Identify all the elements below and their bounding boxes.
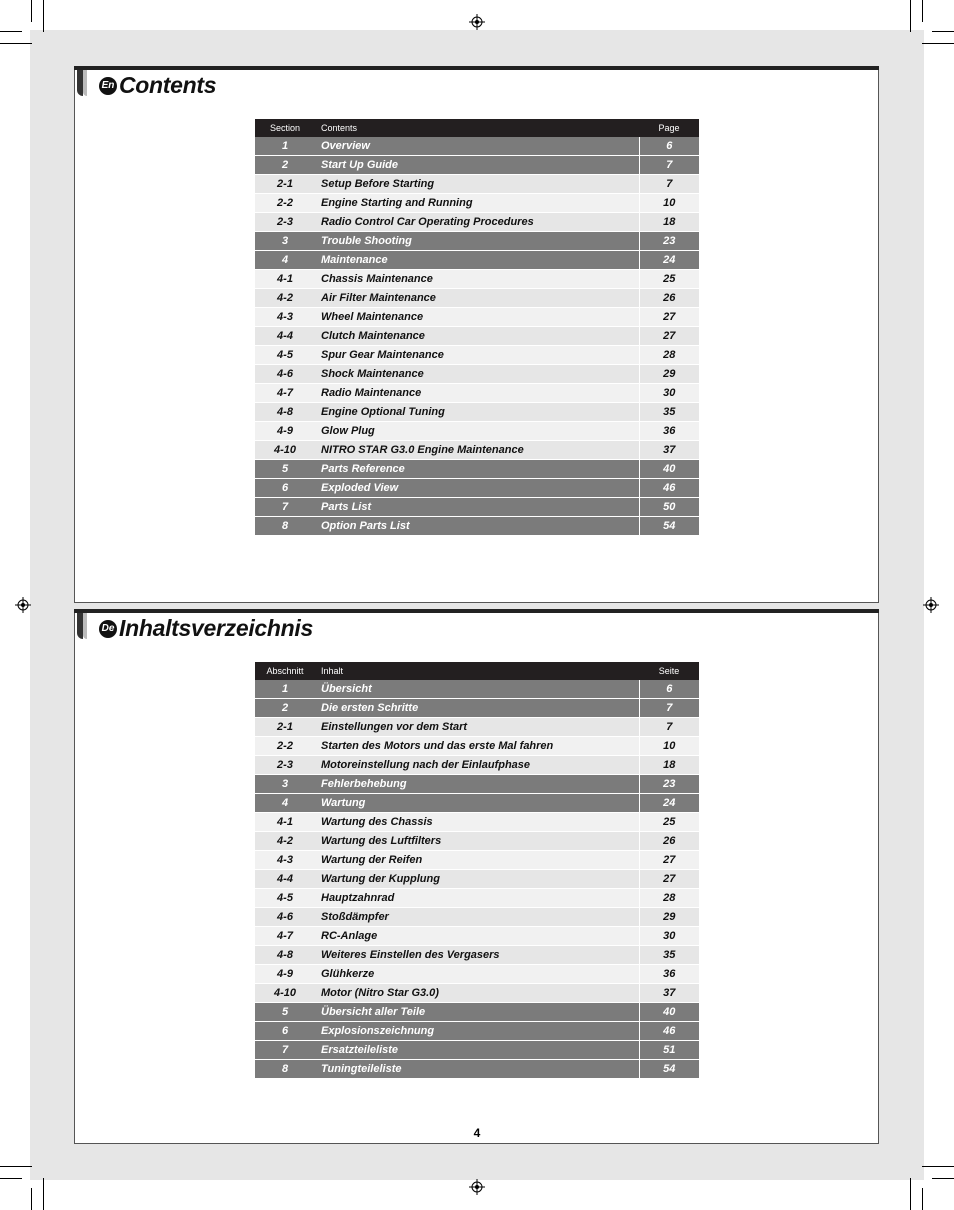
- panel-top-bar: [74, 66, 879, 70]
- section-title: Maintenance: [315, 251, 639, 270]
- page-reference: 18: [639, 756, 699, 775]
- section-number: 2-1: [255, 718, 315, 737]
- section-title: Fehlerbehebung: [315, 775, 639, 794]
- section-title: Wartung des Luftfilters: [315, 832, 639, 851]
- page-reference: 23: [639, 775, 699, 794]
- table-row: [255, 479, 699, 498]
- section-title: Explosionszeichnung: [315, 1022, 639, 1041]
- section-title: Wartung des Chassis: [315, 813, 639, 832]
- table-row: [255, 403, 699, 422]
- table-row: [255, 794, 699, 813]
- page-reference: 25: [639, 813, 699, 832]
- table-row: [255, 517, 699, 536]
- section-number: 5: [255, 1003, 315, 1022]
- section-number: 4-4: [255, 870, 315, 889]
- section-number: 4-8: [255, 403, 315, 422]
- section-number: 4-4: [255, 327, 315, 346]
- page-reference: 35: [639, 403, 699, 422]
- page-reference: 24: [639, 794, 699, 813]
- crop-mark-icon: [0, 43, 32, 44]
- crop-mark-icon: [43, 0, 44, 32]
- section-number: 4-7: [255, 384, 315, 403]
- table-row: [255, 460, 699, 479]
- section-number: 8: [255, 517, 315, 536]
- table-row: [255, 232, 699, 251]
- table-row: [255, 441, 699, 460]
- page-reference: 36: [639, 422, 699, 441]
- section-title: Ersatzteileliste: [315, 1041, 639, 1060]
- contents-table: [255, 119, 699, 536]
- section-title: Chassis Maintenance: [315, 270, 639, 289]
- table-row: [255, 384, 699, 403]
- registration-mark-icon: [923, 597, 939, 613]
- section-number: 4-9: [255, 965, 315, 984]
- section-number: 4-1: [255, 813, 315, 832]
- section-number: 2-3: [255, 213, 315, 232]
- table-row: [255, 308, 699, 327]
- table-row: [255, 851, 699, 870]
- section-title: Option Parts List: [315, 517, 639, 536]
- section-title: Motoreinstellung nach der Einlaufphase: [315, 756, 639, 775]
- section-title: Parts List: [315, 498, 639, 517]
- section-title: Weiteres Einstellen des Vergasers: [315, 946, 639, 965]
- section-number: 4-5: [255, 889, 315, 908]
- page-reference: 27: [639, 870, 699, 889]
- table-header-row: [255, 119, 699, 137]
- table-row: [255, 946, 699, 965]
- page-reference: 6: [639, 680, 699, 699]
- section-title: Glow Plug: [315, 422, 639, 441]
- section-number: 4-8: [255, 946, 315, 965]
- page-reference: 10: [639, 194, 699, 213]
- section-title: Starten des Motors und das erste Mal fahren: [315, 737, 639, 756]
- page-column-header: Seite: [639, 662, 699, 680]
- table-row: [255, 175, 699, 194]
- page-reference: 54: [639, 1060, 699, 1079]
- crop-mark-icon: [0, 1178, 22, 1179]
- section-title: Stoßdämpfer: [315, 908, 639, 927]
- crop-mark-icon: [31, 0, 32, 22]
- section-number: 2-1: [255, 175, 315, 194]
- panel-corner-hook-shadow: [83, 70, 87, 96]
- section-title: Wartung der Reifen: [315, 851, 639, 870]
- table-row: [255, 327, 699, 346]
- section-title: Shock Maintenance: [315, 365, 639, 384]
- section-title: Setup Before Starting: [315, 175, 639, 194]
- page-reference: 54: [639, 517, 699, 536]
- crop-mark-icon: [910, 1178, 911, 1210]
- section-number: 4-3: [255, 851, 315, 870]
- page-title: Inhaltsverzeichnis: [119, 615, 314, 641]
- page-column-header: Page: [639, 119, 699, 137]
- page-reference: 29: [639, 365, 699, 384]
- contents-column-header: Inhalt: [315, 662, 639, 680]
- table-row: [255, 156, 699, 175]
- section-title: Tuningteileliste: [315, 1060, 639, 1079]
- table-row: [255, 346, 699, 365]
- page-reference: 6: [639, 137, 699, 156]
- section-number: 2: [255, 699, 315, 718]
- panel-corner-hook-shadow: [83, 613, 87, 639]
- section-number: 4-9: [255, 422, 315, 441]
- contents-table-body: [255, 680, 699, 1079]
- section-number: 4-5: [255, 346, 315, 365]
- contents-column-header: Contents: [315, 119, 639, 137]
- section-title: RC-Anlage: [315, 927, 639, 946]
- page-reference: 27: [639, 851, 699, 870]
- section-title: Übersicht aller Teile: [315, 1003, 639, 1022]
- section-title: Radio Control Car Operating Procedures: [315, 213, 639, 232]
- table-row: [255, 870, 699, 889]
- section-number: 2-3: [255, 756, 315, 775]
- crop-mark-icon: [932, 31, 954, 32]
- page-reference: 7: [639, 175, 699, 194]
- panel-top-bar: [74, 609, 879, 613]
- section-number: 4: [255, 251, 315, 270]
- section-number: 2: [255, 156, 315, 175]
- page-reference: 26: [639, 289, 699, 308]
- section-number: 5: [255, 460, 315, 479]
- page-reference: 35: [639, 946, 699, 965]
- registration-mark-icon: [469, 14, 485, 30]
- section-heading: [99, 615, 313, 642]
- section-number: 1: [255, 137, 315, 156]
- page-reference: 25: [639, 270, 699, 289]
- table-row: [255, 756, 699, 775]
- section-number: 3: [255, 232, 315, 251]
- section-number: 2-2: [255, 194, 315, 213]
- page-number: 4: [473, 1126, 481, 1140]
- section-number: 4: [255, 794, 315, 813]
- section-title: Spur Gear Maintenance: [315, 346, 639, 365]
- section-number: 4-2: [255, 289, 315, 308]
- page-reference: 7: [639, 718, 699, 737]
- page-reference: 51: [639, 1041, 699, 1060]
- table-row: [255, 498, 699, 517]
- page-reference: 50: [639, 498, 699, 517]
- crop-mark-icon: [0, 1166, 32, 1167]
- table-row: [255, 1003, 699, 1022]
- section-number: 4-2: [255, 832, 315, 851]
- section-title: Motor (Nitro Star G3.0): [315, 984, 639, 1003]
- section-title: Exploded View: [315, 479, 639, 498]
- page-reference: 27: [639, 308, 699, 327]
- page-reference: 37: [639, 441, 699, 460]
- crop-mark-icon: [922, 1188, 923, 1210]
- page-reference: 30: [639, 384, 699, 403]
- section-number: 7: [255, 1041, 315, 1060]
- table-row: [255, 289, 699, 308]
- table-row: [255, 680, 699, 699]
- table-row: [255, 737, 699, 756]
- section-number: 4-6: [255, 365, 315, 384]
- section-column-header: Abschnitt: [255, 662, 315, 680]
- section-number: 4-10: [255, 441, 315, 460]
- german-contents-panel: [74, 609, 879, 1144]
- table-row: [255, 889, 699, 908]
- language-badge-icon: De: [99, 620, 117, 638]
- section-number: 4-7: [255, 927, 315, 946]
- section-title: Air Filter Maintenance: [315, 289, 639, 308]
- section-title: Einstellungen vor dem Start: [315, 718, 639, 737]
- section-title: Die ersten Schritte: [315, 699, 639, 718]
- crop-mark-icon: [932, 1178, 954, 1179]
- page-reference: 27: [639, 327, 699, 346]
- section-number: 6: [255, 479, 315, 498]
- table-row: [255, 984, 699, 1003]
- page-reference: 7: [639, 699, 699, 718]
- section-title: Wheel Maintenance: [315, 308, 639, 327]
- page-reference: 29: [639, 908, 699, 927]
- contents-table: [255, 662, 699, 1079]
- table-row: [255, 365, 699, 384]
- crop-mark-icon: [922, 0, 923, 22]
- table-row: [255, 251, 699, 270]
- page-reference: 26: [639, 832, 699, 851]
- section-number: 4-1: [255, 270, 315, 289]
- section-title: Overview: [315, 137, 639, 156]
- section-number: 7: [255, 498, 315, 517]
- section-title: Start Up Guide: [315, 156, 639, 175]
- table-row: [255, 908, 699, 927]
- section-number: 4-6: [255, 908, 315, 927]
- section-title: Engine Starting and Running: [315, 194, 639, 213]
- section-title: Trouble Shooting: [315, 232, 639, 251]
- page-reference: 18: [639, 213, 699, 232]
- section-title: Glühkerze: [315, 965, 639, 984]
- table-row: [255, 832, 699, 851]
- section-title: Hauptzahnrad: [315, 889, 639, 908]
- page-reference: 30: [639, 927, 699, 946]
- table-row: [255, 1041, 699, 1060]
- page-reference: 37: [639, 984, 699, 1003]
- page-reference: 28: [639, 346, 699, 365]
- page-title: Contents: [119, 72, 217, 98]
- section-number: 4-3: [255, 308, 315, 327]
- section-number: 2-2: [255, 737, 315, 756]
- registration-mark-icon: [469, 1179, 485, 1195]
- page-reference: 28: [639, 889, 699, 908]
- page-reference: 24: [639, 251, 699, 270]
- crop-mark-icon: [43, 1178, 44, 1210]
- table-row: [255, 699, 699, 718]
- table-row: [255, 270, 699, 289]
- section-title: Wartung: [315, 794, 639, 813]
- section-title: Radio Maintenance: [315, 384, 639, 403]
- crop-mark-icon: [922, 1166, 954, 1167]
- page-reference: 40: [639, 1003, 699, 1022]
- page-reference: 10: [639, 737, 699, 756]
- page-reference: 23: [639, 232, 699, 251]
- section-number: 1: [255, 680, 315, 699]
- contents-table-body: [255, 137, 699, 536]
- table-header-row: [255, 662, 699, 680]
- crop-mark-icon: [910, 0, 911, 32]
- language-badge-icon: En: [99, 77, 117, 95]
- page-reference: 46: [639, 1022, 699, 1041]
- page-reference: 46: [639, 479, 699, 498]
- page-reference: 36: [639, 965, 699, 984]
- section-title: Parts Reference: [315, 460, 639, 479]
- crop-mark-icon: [31, 1188, 32, 1210]
- table-row: [255, 194, 699, 213]
- section-title: Wartung der Kupplung: [315, 870, 639, 889]
- crop-mark-icon: [922, 43, 954, 44]
- section-title: NITRO STAR G3.0 Engine Maintenance: [315, 441, 639, 460]
- table-row: [255, 927, 699, 946]
- english-contents-panel: [74, 66, 879, 603]
- crop-mark-icon: [0, 31, 22, 32]
- section-column-header: Section: [255, 119, 315, 137]
- section-title: Engine Optional Tuning: [315, 403, 639, 422]
- table-row: [255, 422, 699, 441]
- table-row: [255, 1060, 699, 1079]
- section-number: 8: [255, 1060, 315, 1079]
- table-row: [255, 718, 699, 737]
- section-heading: [99, 72, 216, 99]
- table-row: [255, 965, 699, 984]
- page-reference: 40: [639, 460, 699, 479]
- section-number: 6: [255, 1022, 315, 1041]
- page-reference: 7: [639, 156, 699, 175]
- registration-mark-icon: [15, 597, 31, 613]
- table-row: [255, 775, 699, 794]
- table-row: [255, 213, 699, 232]
- table-row: [255, 813, 699, 832]
- section-title: Übersicht: [315, 680, 639, 699]
- section-number: 3: [255, 775, 315, 794]
- section-title: Clutch Maintenance: [315, 327, 639, 346]
- table-row: [255, 137, 699, 156]
- table-row: [255, 1022, 699, 1041]
- section-number: 4-10: [255, 984, 315, 1003]
